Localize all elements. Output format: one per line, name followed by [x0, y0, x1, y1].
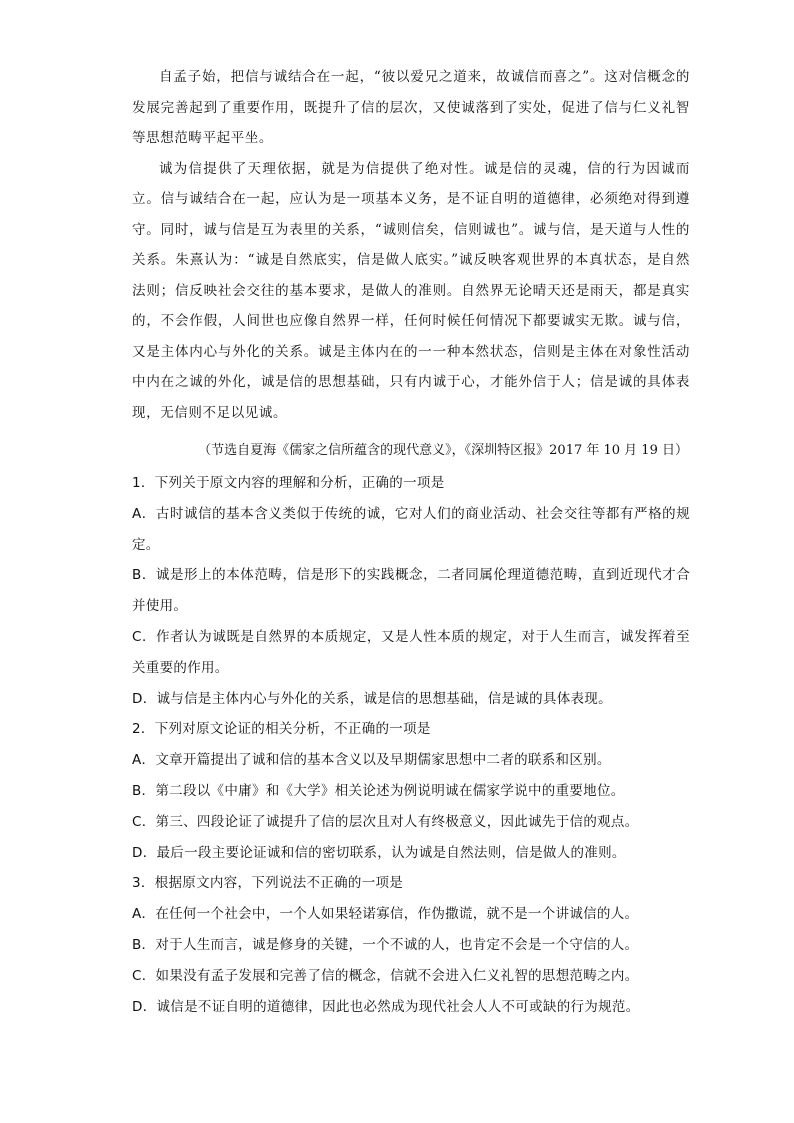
question-3-stem: 3．根据原文内容，下列说法不正确的一项是 [132, 875, 404, 892]
reading-passage [132, 62, 690, 428]
source-citation: （节选自夏海《儒家之信所蕴含的现代意义》，《深圳特区报》2017 年 10 月 19 日） [198, 443, 688, 458]
question-1-option-a: A．古时诚信的基本含义类似于传统的诚，它对人们的商业活动、社会交往等都有严格的规定。 [132, 505, 690, 553]
question-1-stem: 1．下列关于原文内容的理解和分析，正确的一项是 [132, 475, 445, 491]
question-1-option-b: B．诚是形上的本体范畴，信是形下的实践概念，二者同属伦理道德范畴，直到近现代才合并使用。 [132, 567, 690, 615]
passage-paragraph-2: 诚为信提供了天理依据，就是为信提供了绝对性。诚是信的灵魂，信的行为因诚而立。信与诚结合在一起，应认为是一项基本义务，是不证自明的道德律，必须绝对得到遵守。同时，诚与信是互为表里的关系，“诚则信矣，信则诚也”。诚与信，是天道与人性的关系。朱熹认为：“诚是自然底实，信是做人底实。”诚反映客观世界的本真状态，是自然法则；信反映社会交往的基本要求，是做人的准则。自然界无论晴天还是雨天，都是真实的，不会作假，人间世也应像自然界一样，任何时候任何情况下都要诚实无欺。诚与信，又是主体内心与外化的关系。诚是主体内在的一一种本然状态，信则是主体在对象性活动中内在之诚的外化，诚是信的思想基础，只有内诚于心，才能外信于人；信是诚的具体表现，无信则不足以见诚。 [132, 160, 690, 421]
question-2-option-a: A．文章开篇提出了诚和信的基本含义以及早期儒家思想中二者的联系和区别。 [132, 752, 611, 769]
passage-paragraph-1: 自孟子始，把信与诚结合在一起，“彼以爱兄之道来，故诚信而喜之”。这对信概念的发展完善起到了重要作用，既提升了信的层次，又使诚落到了实处，促进了信与仁义礼智等思想范畴平起平坐。 [132, 69, 690, 146]
question-2-option-c: C．第三、四段论证了诚提升了信的层次且对人有终极意义，因此诚先于信的观点。 [132, 813, 639, 830]
question-2-option-d: D．最后一段主要论证诚和信的密切联系，认为诚是自然法则，信是做人的准则。 [132, 844, 626, 861]
question-2-option-b: B．第二段以《中庸》和《大学》相关论述为例说明诚在儒家学说中的重要地位。 [132, 782, 625, 799]
question-3-option-a: A．在任何一个社会中，一个人如果轻诺寡信，作伪撒谎，就不是一个讲诚信的人。 [132, 906, 639, 923]
question-3-option-d: D．诚信是不证自明的道德律，因此也必然成为现代社会人人不可或缺的行为规范。 [132, 998, 640, 1015]
question-1-option-d: D．诚与信是主体内心与外化的关系，诚是信的思想基础，信是诚的具体表现。 [132, 690, 612, 707]
question-3-option-c: C．如果没有孟子发展和完善了信的概念，信就不会进入仁义礼智的思想范畴之内。 [132, 967, 639, 984]
question-1-option-c: C．作者认为诚既是自然界的本质规定，又是人性本质的规定，对于人生而言，诚发挥着至关重要的作用。 [132, 628, 690, 676]
question-3-option-b: B．对于人生而言，诚是修身的关键，一个不诚的人，也肯定不会是一个守信的人。 [132, 936, 639, 953]
questions-section [132, 468, 690, 1022]
question-2-stem: 2．下列对原文论证的相关分析，不正确的一项是 [132, 721, 431, 738]
